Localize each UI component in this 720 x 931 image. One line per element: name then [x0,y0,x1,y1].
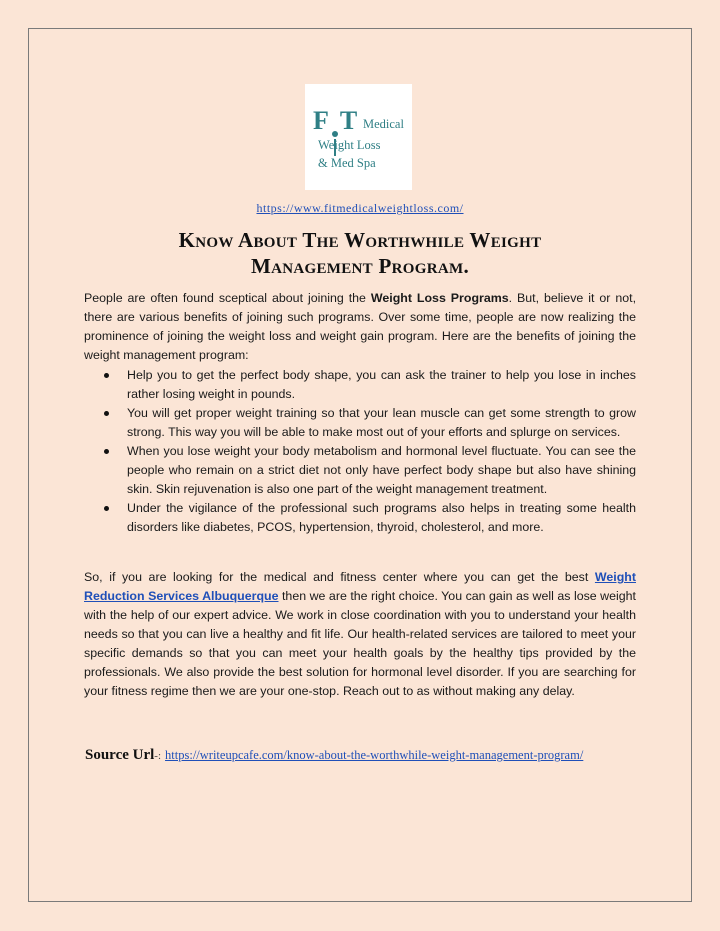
bullet-icon [104,449,109,454]
list-item-text: When you lose weight your body metabolism and hormonal level fluctuate. You can see the people who remain on a strict diet not only have perfect body shape but also have shining skin. Skin rejuvenation is also one part of the weight management treatment. [127,444,636,496]
logo [305,84,412,190]
list-item-text: You will get proper weight training so that your lean muscle can get some strength to grow strong. This way you will be able to make most out of your efforts and splurge on services. [127,406,636,439]
intro-text-before: People are often found sceptical about joining the [84,291,371,305]
title-line-2: Management Program. [250,254,469,278]
title-line-1: Know About The Worthwhile Weight [178,228,542,252]
benefits-list [104,366,636,537]
intro-text-after: . But, believe it or not, there are various benefits of joining such programs. Over some time, people are now realizing the prominence of joining the weight loss and weight gain program. Here are the benefits of joining the weight management program: [84,291,637,362]
outro-text-after: then we are the right choice. You can gain as well as lose weight with the help of our expert advice. We work in close coordination with you to understand your health needs so that you can live a healthy and fit life. Our health-related services are tailored to meet your specific demands so that you can meet your health goals by the healthy tips provided by the professionals. We also provide the best solution for hormonal level disorder. If you are searching for your fitness regime then we are your one-stop. Reach out to as without making any delay. [84,589,636,698]
logo-med-spa-text: & Med Spa [318,156,376,170]
logo-weight-loss-text: Weight Loss [318,138,381,152]
outro-paragraph [84,568,636,701]
bullet-icon [104,506,109,511]
list-item-text: Under the vigilance of the professional such programs also helps in treating some health disorders like diabetes, PCOS, hypertension, thyroid, cholesterol, and more. [127,501,636,534]
logo-medical-text: Medical [363,117,404,131]
list-item-text: Help you to get the perfect body shape, you can ask the trainer to help you lose in inches rather losing weight in pounds. [127,368,636,401]
list-item [104,442,636,499]
source-line [85,746,583,764]
logo-letter-t: T [339,106,359,135]
list-item [104,499,636,537]
list-item [104,366,636,404]
intro-paragraph [84,289,636,365]
source-label: Source Url [85,747,155,763]
outro-text-before: So, if you are looking for the medical and fitness center where you can get the best [84,570,595,584]
page-title [80,227,640,279]
logo-letter-f: F [313,106,330,135]
source-separator: -: [154,750,162,762]
weight-reduction-link[interactable]: Weight Reduction Services Albuquerque [84,570,636,603]
website-link[interactable]: https://www.fitmedicalweightloss.com/ [256,201,464,215]
logo-fit-mark [313,106,358,136]
bullet-icon [104,411,109,416]
source-url-link[interactable]: https://writeupcafe.com/know-about-the-worthwhile-weight-management-program/ [165,748,584,762]
intro-bold-text: Weight Loss Programs [370,291,509,305]
list-item [104,404,636,442]
bullet-icon [104,373,109,378]
